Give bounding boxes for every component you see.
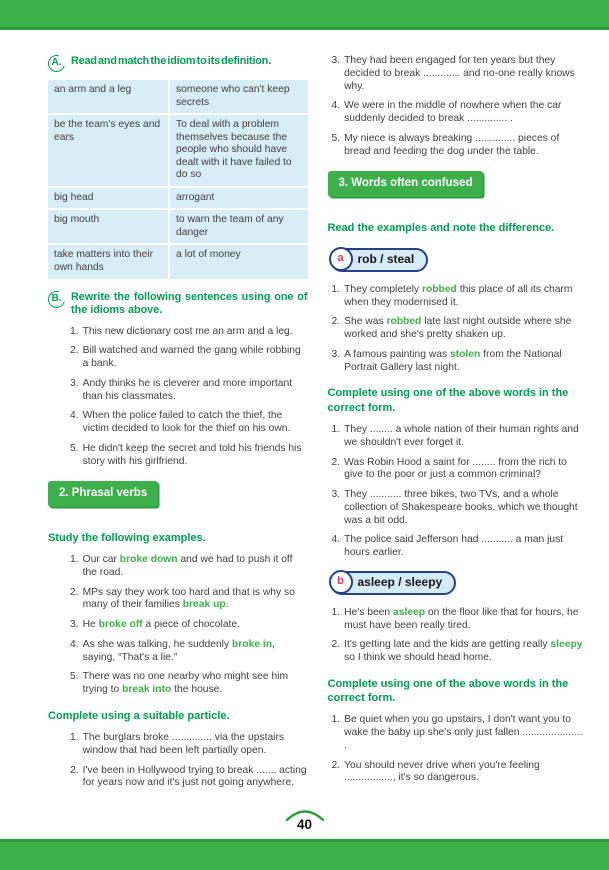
list-item-number: 1.: [331, 606, 341, 618]
rob-steal-examples-list: [332, 284, 588, 375]
list-item-text: You should never drive when you're feeling ................., it's so dangerous.: [344, 759, 540, 784]
list-item: [332, 714, 588, 752]
list-item-text: We were in the middle of nowhere when the car suddenly decided to break .............. .: [344, 100, 562, 125]
left-column: [48, 55, 308, 836]
list-item-number: 2.: [70, 345, 79, 357]
table-cell-idiom: be the team's eyes and ears: [48, 115, 168, 186]
list-item: [70, 639, 308, 665]
exercise-a-letter-badge: [48, 55, 65, 72]
highlighted-word: robbed: [386, 316, 422, 328]
table-cell-definition: someone who can't keep secrets: [170, 80, 308, 113]
section-2-header: 2. Phrasal verbs: [48, 481, 158, 506]
word-pair-label-a: rob / steal: [357, 251, 415, 266]
list-item-number: 3.: [331, 55, 341, 66]
list-item-text: A famous painting was stolen from the National Portrait Gallery last night.: [344, 348, 562, 373]
phrasal-examples-list: [70, 554, 308, 697]
pill-letter-a: a: [337, 252, 344, 265]
highlighted-word: break into: [122, 684, 172, 696]
table-cell-idiom: an arm and a leg: [48, 80, 168, 113]
list-item-text: When the police failed to catch the thief, the victim decided to look for the thief on his own.: [82, 410, 291, 435]
list-item-number: 2.: [331, 456, 341, 468]
exercise-b-letter-badge: [48, 291, 65, 308]
pill-letter-b: b: [337, 575, 344, 588]
list-item-number: 4.: [70, 410, 79, 422]
list-item: [332, 284, 588, 310]
list-item: [70, 765, 308, 791]
list-item-number: 1.: [331, 283, 341, 295]
asleep-sleepy-complete-list: [332, 714, 588, 785]
list-item-text: Andy thinks he is cleverer and more important than his classmates.: [82, 377, 293, 402]
rob-steal-complete-list: [332, 424, 588, 560]
list-item-text: Bill watched and warned the gang while robbing a bank.: [82, 345, 301, 370]
list-item-number: 2.: [70, 764, 79, 776]
list-item-text: MPs say they work too hard and that is why so many of their families break up.: [82, 586, 295, 611]
list-item-number: 2.: [331, 639, 341, 651]
read-examples-heading: Read the examples and note the difference.: [327, 221, 555, 234]
complete-words-heading-b: Complete using one of the above words in the correct form.: [327, 677, 569, 705]
table-cell-idiom: big head: [48, 188, 168, 209]
exercise-b-heading: [48, 291, 308, 318]
page-content: [0, 33, 609, 836]
complete-particle-heading: Complete using a suitable particle.: [48, 709, 230, 722]
list-item-number: 1.: [70, 553, 79, 565]
list-item-text: He broke off a piece of chocolate.: [82, 619, 241, 631]
list-item: [332, 424, 588, 450]
page-number: [275, 809, 335, 834]
table-cell-definition: arrogant: [170, 188, 308, 209]
exercise-a-title: Read and match the idiom to its definition.: [71, 55, 272, 67]
page-number-text: 40: [296, 817, 313, 833]
pill-letter-circle: [329, 247, 353, 271]
list-item-text: Our car broke down and we had to push it off the road.: [82, 553, 293, 578]
list-item-text: She was robbed late last night outside where she worked and she's pretty shaken up.: [344, 316, 572, 341]
list-item-text: Was Robin Hood a saint for ........ from the rich to give to the poor or just a common criminal?: [344, 456, 567, 481]
table-cell-idiom: take matters into their own hands: [48, 245, 168, 278]
list-item-text: The burglars broke .............. via the upstairs window that had been left partially open.: [82, 732, 285, 756]
list-item: [332, 133, 588, 159]
asleep-sleepy-examples-list: [332, 607, 588, 665]
highlighted-word: robbed: [421, 283, 457, 295]
exercise-b-title: Rewrite the following sentences using one of the idioms above.: [71, 290, 308, 317]
section-3-header: 3. Words often confused: [328, 171, 484, 196]
word-pair-label-b: asleep / sleepy: [357, 574, 443, 589]
list-item-number: 3.: [70, 619, 79, 631]
list-item: [332, 349, 588, 375]
list-item: [332, 534, 588, 560]
list-item: [332, 457, 588, 483]
right-column: [328, 55, 588, 836]
list-item-text: They completely robbed this place of all its charm when they modernised it.: [344, 283, 573, 308]
table-cell-idiom: big mouth: [48, 210, 168, 243]
complete-words-heading-a: Complete using one of the above words in the correct form.: [327, 387, 569, 414]
list-item: [70, 410, 308, 436]
list-item-number: 4.: [331, 100, 341, 112]
list-item: [70, 554, 308, 580]
list-item-text: I've been in Hollywood trying to break ....... acting for years now and it's just not going anywhere.: [82, 764, 307, 789]
list-item-text: They ........... three bikes, two TVs, and a whole collection of Shakespeare books, which we thought was a bit odd.: [344, 489, 578, 526]
study-examples-heading: Study the following examples.: [48, 531, 206, 544]
top-border-bar: [0, 0, 609, 30]
list-item: [70, 732, 308, 758]
list-item: [332, 55, 588, 93]
list-item-number: 3.: [331, 489, 341, 501]
list-item: [70, 378, 308, 404]
table-cell-definition: to warn the team of any danger: [170, 210, 308, 243]
exercise-a-heading: [48, 55, 308, 72]
complete-particle-list-continued: [332, 55, 588, 158]
list-item-number: 2.: [331, 316, 341, 328]
exercise-b-letter: B.: [51, 292, 62, 304]
list-item: [70, 619, 308, 632]
bottom-border-bar: [0, 839, 609, 870]
list-item-text: The police said Jefferson had ........... a man just hours earlier.: [344, 534, 564, 559]
list-item-number: 2.: [331, 759, 341, 771]
list-item-number: 4.: [70, 638, 79, 650]
highlighted-word: broke in: [231, 638, 273, 650]
list-item-text: My niece is always breaking .............. pieces of bread and feeding the dog under the table.: [344, 132, 560, 157]
list-item-text: They ........ a whole nation of their human rights and we shouldn't ever forget it.: [344, 423, 579, 448]
list-item-text: As she was talking, he suddenly broke in, saying, “That's a lie.”: [82, 638, 275, 663]
list-item-number: 4.: [331, 534, 341, 546]
list-item-text: There was no one nearby who might see him trying to break into the house.: [82, 671, 289, 696]
table-cell-definition: a lot of money: [170, 245, 308, 278]
list-item: [332, 607, 588, 633]
list-item-text: It's getting late and the kids are getting really sleepy so I think we should head home.: [344, 639, 583, 664]
list-item: [332, 316, 588, 342]
list-item-text: He didn't keep the secret and told his friends his story with his girlfriend.: [82, 442, 302, 467]
list-item-text: Be quiet when you go upstairs, I don't want you to wake the baby up she's only just fallen ..................... .: [344, 714, 583, 751]
list-item-number: 1.: [331, 423, 341, 435]
list-item-number: 5.: [331, 132, 341, 144]
list-item-number: 1.: [70, 325, 79, 337]
list-item-number: 3.: [331, 348, 341, 360]
list-item-number: 1.: [331, 714, 341, 726]
exercise-b-list: [70, 326, 308, 469]
list-item: [332, 760, 588, 786]
word-pair-badge-a: [330, 248, 429, 272]
highlighted-word: broke off: [98, 619, 143, 631]
complete-particle-list: [70, 732, 308, 790]
list-item: [70, 443, 308, 469]
table-cell-definition: To deal with a problem themselves because the people who should have dealt with it have failed to do so: [170, 115, 308, 186]
list-item-number: 2.: [70, 586, 79, 598]
list-item-number: 5.: [70, 442, 79, 454]
list-item: [70, 671, 308, 697]
highlighted-word: stolen: [449, 348, 481, 360]
highlighted-word: asleep: [393, 606, 426, 618]
idiom-definition-table: [48, 80, 308, 279]
word-pair-badge-b: [330, 571, 457, 595]
highlighted-word: sleepy: [550, 639, 583, 651]
list-item-number: 3.: [70, 377, 79, 389]
list-item-number: 1.: [70, 732, 79, 744]
list-item: [70, 345, 308, 371]
list-item: [70, 326, 308, 339]
list-item: [332, 639, 588, 665]
list-item-text: He's been asleep on the floor like that for hours, he must have been really tired.: [344, 606, 579, 631]
exercise-a-letter: A.: [51, 57, 62, 69]
highlighted-word: broke down: [119, 553, 178, 565]
list-item-number: 5.: [70, 671, 79, 683]
list-item: [70, 587, 308, 613]
pill-letter-circle: [329, 570, 353, 594]
list-item-text: This new dictionary cost me an arm and a leg.: [82, 325, 293, 337]
list-item: [332, 100, 588, 126]
list-item: [332, 489, 588, 527]
highlighted-word: break up: [182, 599, 226, 611]
list-item-text: They had been engaged for ten years but they decided to break ............. and no-one really knows why.: [344, 55, 575, 92]
